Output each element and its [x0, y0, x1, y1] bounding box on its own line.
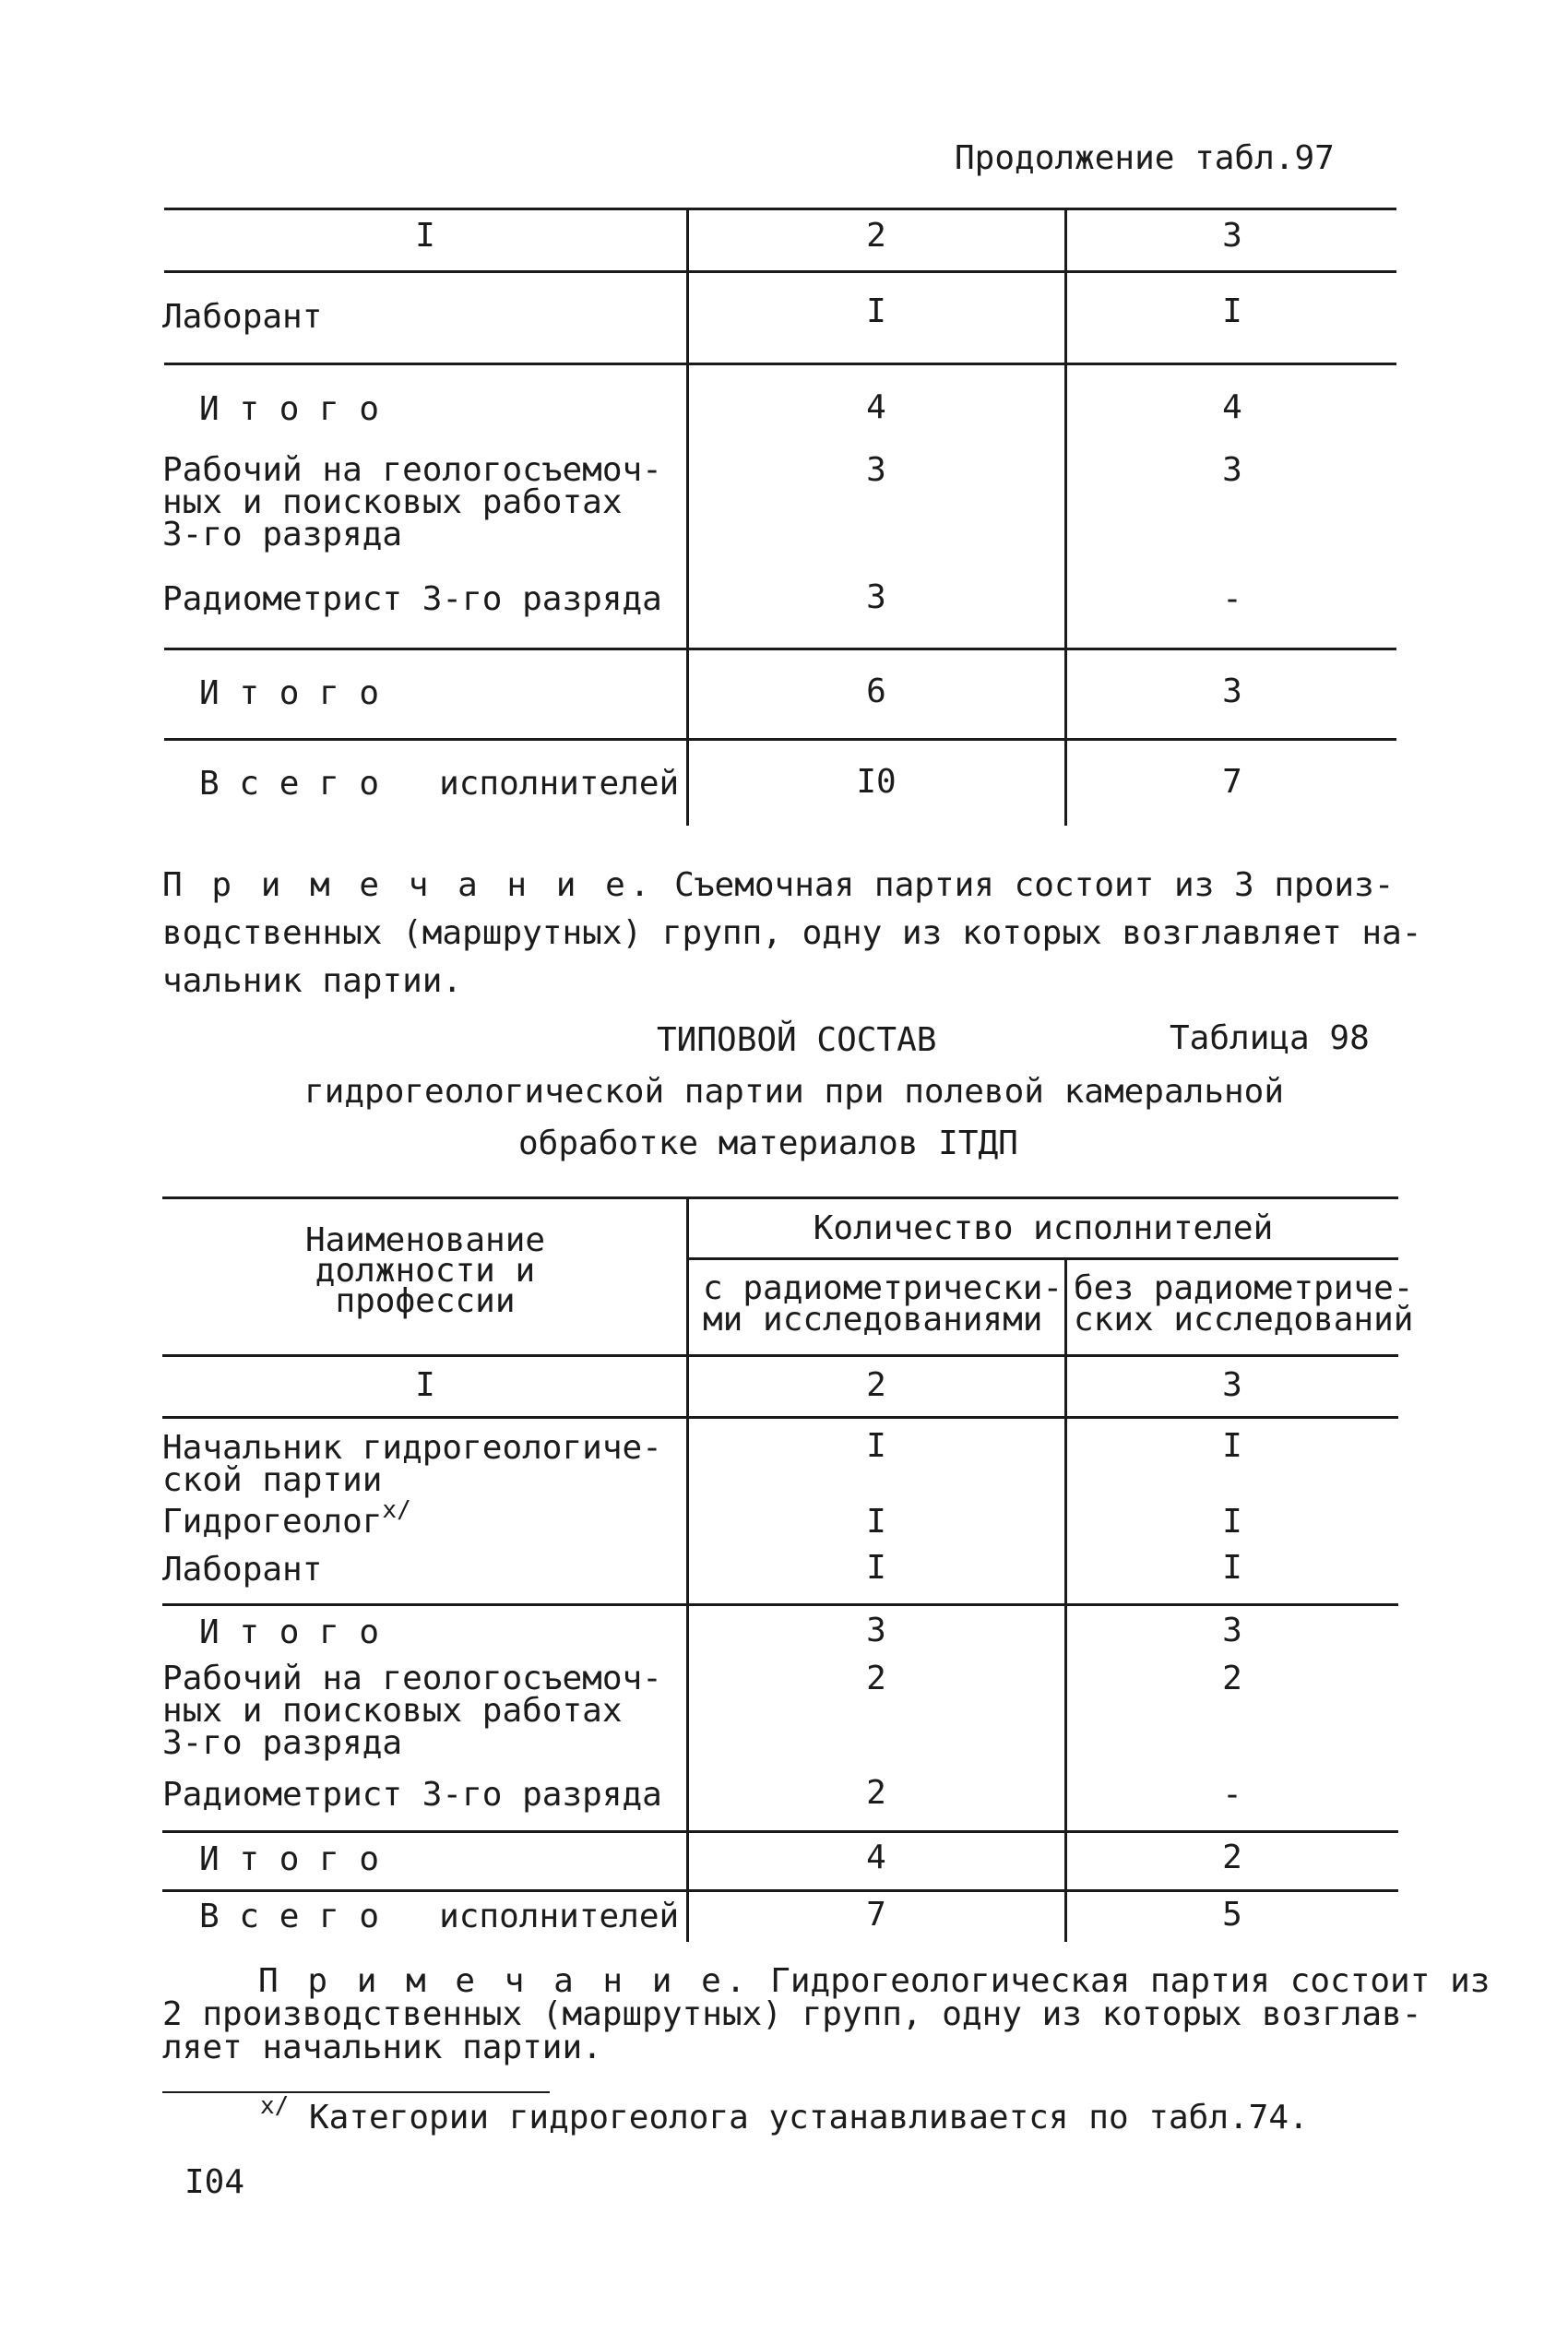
table-rule: [164, 270, 1396, 273]
cell-value: 7: [1222, 763, 1242, 801]
cell-value: 2: [1222, 1660, 1242, 1697]
cell-value: 2: [866, 1774, 886, 1812]
col-header-without-radiometry: [1074, 1269, 1414, 1339]
row-name: Лаборант: [162, 1551, 323, 1589]
cell-value: I: [866, 1427, 886, 1465]
row-name-line: Начальник гидрогеологиче-: [162, 1429, 662, 1467]
footnote: [260, 2092, 1309, 2139]
cell-value: 3: [1222, 451, 1242, 489]
table-rule: [164, 208, 1396, 210]
table-rule: [162, 1416, 1398, 1419]
row-name: Радиометрист 3-го разряда: [162, 1776, 662, 1814]
cell-value: 5: [1222, 1896, 1242, 1934]
table-rule: [686, 1257, 1398, 1260]
column-divider: [686, 208, 689, 826]
cell-value: I: [1222, 1549, 1242, 1587]
cell-value: 3: [866, 1612, 886, 1649]
table-rule: [162, 1889, 1398, 1892]
row-name: [162, 1429, 662, 1499]
cell-value: I: [866, 1549, 886, 1587]
header-line: Наименование: [304, 1221, 546, 1259]
column-divider: [686, 1196, 689, 1942]
row-name: [162, 451, 662, 553]
note-line: 2 производственных (маршрутных) групп, одну из которых возглав-: [162, 1995, 1422, 2033]
col-header-with-radiometry: [703, 1269, 1063, 1339]
row-name-line: ской партии: [162, 1461, 383, 1499]
cell-value: 4: [866, 388, 886, 426]
table-rule: [162, 1354, 1398, 1357]
note-98: [162, 1962, 1491, 2066]
note-lead: П р и м е ч а н и е.: [258, 1962, 751, 2000]
column-divider: [1064, 1257, 1067, 1942]
row-name-text: Гидрогеолог: [162, 1503, 383, 1541]
cell-value: I: [866, 1503, 886, 1541]
cell-value: 2: [866, 1660, 886, 1697]
cell-value: I: [1222, 292, 1242, 330]
row-name-grand-total: В с е г о исполнителей: [199, 765, 680, 803]
cell-value: I: [866, 292, 886, 330]
row-name-total: И т о г о: [199, 674, 380, 712]
col-number: I: [415, 1366, 435, 1404]
cell-value: 4: [866, 1839, 886, 1876]
cell-value: 3: [1222, 1612, 1242, 1649]
cell-value: I0: [856, 763, 897, 801]
col-number: I: [415, 217, 435, 255]
note-line: чальник партии.: [162, 962, 463, 1000]
cell-value: 6: [866, 673, 886, 710]
note-line: водственных (маршрутных) групп, одну из которых возглавляет на-: [162, 914, 1422, 952]
header-line: ми исследованиями: [703, 1301, 1043, 1339]
row-name-line: ных и поисковых работах: [162, 1692, 623, 1730]
cell-value: 3: [866, 578, 886, 616]
note-lead: П р и м е ч а н и е.: [162, 866, 655, 904]
col-number: 3: [1222, 1366, 1242, 1404]
row-name-total: И т о г о: [199, 1840, 380, 1878]
table-rule: [162, 1196, 1398, 1199]
row-name-line: Рабочий на геологосъемоч-: [162, 451, 662, 489]
table-rule: [162, 1830, 1398, 1833]
table-rule: [164, 648, 1396, 650]
row-name-line: ных и поисковых работах: [162, 483, 623, 521]
cell-value: 4: [1222, 388, 1242, 426]
footnote-mark: x/: [260, 2092, 290, 2120]
footnote-rule: [162, 2091, 550, 2093]
row-name-total: И т о г о: [199, 390, 380, 428]
table-rule: [164, 363, 1396, 365]
cell-value: 3: [866, 451, 886, 489]
column-divider: [1064, 208, 1067, 826]
header-line: профессии: [335, 1282, 516, 1320]
cell-value: I: [1222, 1503, 1242, 1541]
row-name-grand-total: В с е г о исполнителей: [199, 1898, 680, 1935]
cell-value: -: [1222, 580, 1242, 618]
row-name: Лаборант: [162, 298, 323, 336]
note-line: ляет начальник партии.: [162, 2029, 602, 2066]
note-line: Съемочная партия состоит из 3 произ-: [674, 866, 1395, 904]
header-line: с радиометрически-: [703, 1269, 1063, 1307]
cell-value: 7: [866, 1896, 886, 1934]
table-rule: [164, 738, 1396, 741]
col-group-header: Количество исполнителей: [813, 1209, 1274, 1247]
table-98-heading: ТИПОВОЙ СОСТАВ: [657, 1021, 937, 1059]
row-name-line: 3-го разряда: [162, 516, 403, 553]
table-98-subtitle: гидрогеологической партии при полевой камеральной: [304, 1073, 1285, 1111]
table-98-subtitle: обработке материалов ITДП: [518, 1125, 1018, 1162]
cell-value: 3: [1222, 673, 1242, 710]
col-number: 2: [866, 217, 886, 255]
cell-value: I: [1222, 1427, 1242, 1465]
row-name: [162, 1660, 662, 1762]
row-name: Радиометрист 3-го разряда: [162, 580, 662, 618]
note-line: Гидрогеологическая партия состоит из: [770, 1962, 1491, 2000]
col-number: 2: [866, 1366, 886, 1404]
footnote-marker: x/: [382, 1496, 411, 1524]
page-number: I04: [184, 2163, 245, 2201]
header-line: должности и: [315, 1252, 536, 1290]
table-98-label: Таблица 98: [1170, 1019, 1370, 1057]
col-header-name: [166, 1221, 684, 1320]
header-line: ских исследований: [1074, 1301, 1414, 1339]
continuation-label: Продолжение табл.97: [955, 139, 1335, 177]
footnote-text: Категории гидрогеолога устанавливается по табл.74.: [309, 2099, 1309, 2137]
row-name-total: И т о г о: [199, 1613, 380, 1651]
note-97: [162, 867, 1421, 1000]
col-number: 3: [1222, 217, 1242, 255]
row-name: [162, 1496, 411, 1543]
cell-value: 2: [1222, 1839, 1242, 1876]
row-name-line: 3-го разряда: [162, 1724, 403, 1762]
row-name-line: Рабочий на геологосъемоч-: [162, 1660, 662, 1697]
header-line: без радиометриче-: [1074, 1269, 1414, 1307]
cell-value: -: [1222, 1776, 1242, 1814]
table-rule: [162, 1603, 1398, 1606]
